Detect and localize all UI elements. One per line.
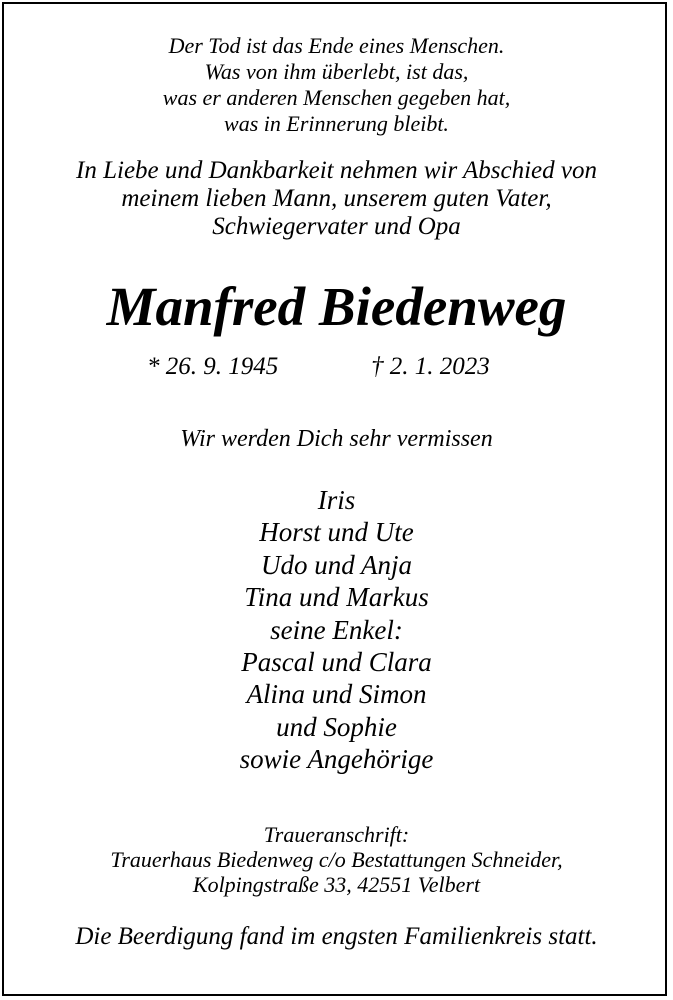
mourner-line: Horst und Ute: [259, 517, 414, 547]
address-line: Trauerhaus Biedenweg c/o Bestattungen Schneider,: [110, 847, 563, 872]
funeral-note: Die Beerdigung fand im engsten Familienkreis statt.: [75, 923, 598, 950]
mourner-line: sowie Angehörige: [239, 744, 434, 774]
address-line: Kolpingstraße 33, 42551 Velbert: [192, 872, 481, 897]
mourner-line: Iris: [317, 485, 356, 515]
farewell-line: Wir werden Dich sehr vermissen: [180, 426, 493, 452]
mourner-line: Udo und Anja: [260, 550, 412, 580]
mourner-line: und Sophie: [276, 712, 397, 742]
quote-line: Was von ihm überlebt, ist das,: [204, 59, 469, 84]
quote-line: Der Tod ist das Ende eines Menschen.: [168, 33, 505, 58]
quote-line: was in Erinnerung bleibt.: [224, 111, 449, 136]
death-date: † 2. 1. 2023: [371, 353, 490, 380]
intro-line: meinem lieben Mann, unserem guten Vater,: [121, 185, 552, 212]
address-label: Traueranschrift:: [263, 822, 410, 847]
quote-line: was er anderen Menschen gegeben hat,: [162, 85, 511, 110]
mourner-line: Tina und Markus: [244, 582, 429, 612]
life-dates: [0, 352, 673, 382]
birth-date: * 26. 9. 1945: [147, 353, 279, 380]
intro-line: Schwiegervater und Opa: [212, 213, 461, 240]
deceased-name: Manfred Biedenweg: [106, 276, 567, 337]
mourner-line: Alina und Simon: [246, 679, 427, 709]
mourner-line: Pascal und Clara: [241, 647, 432, 677]
intro-line: In Liebe und Dankbarkeit nehmen wir Abschied von: [76, 157, 597, 184]
mourner-line: seine Enkel:: [270, 615, 403, 645]
